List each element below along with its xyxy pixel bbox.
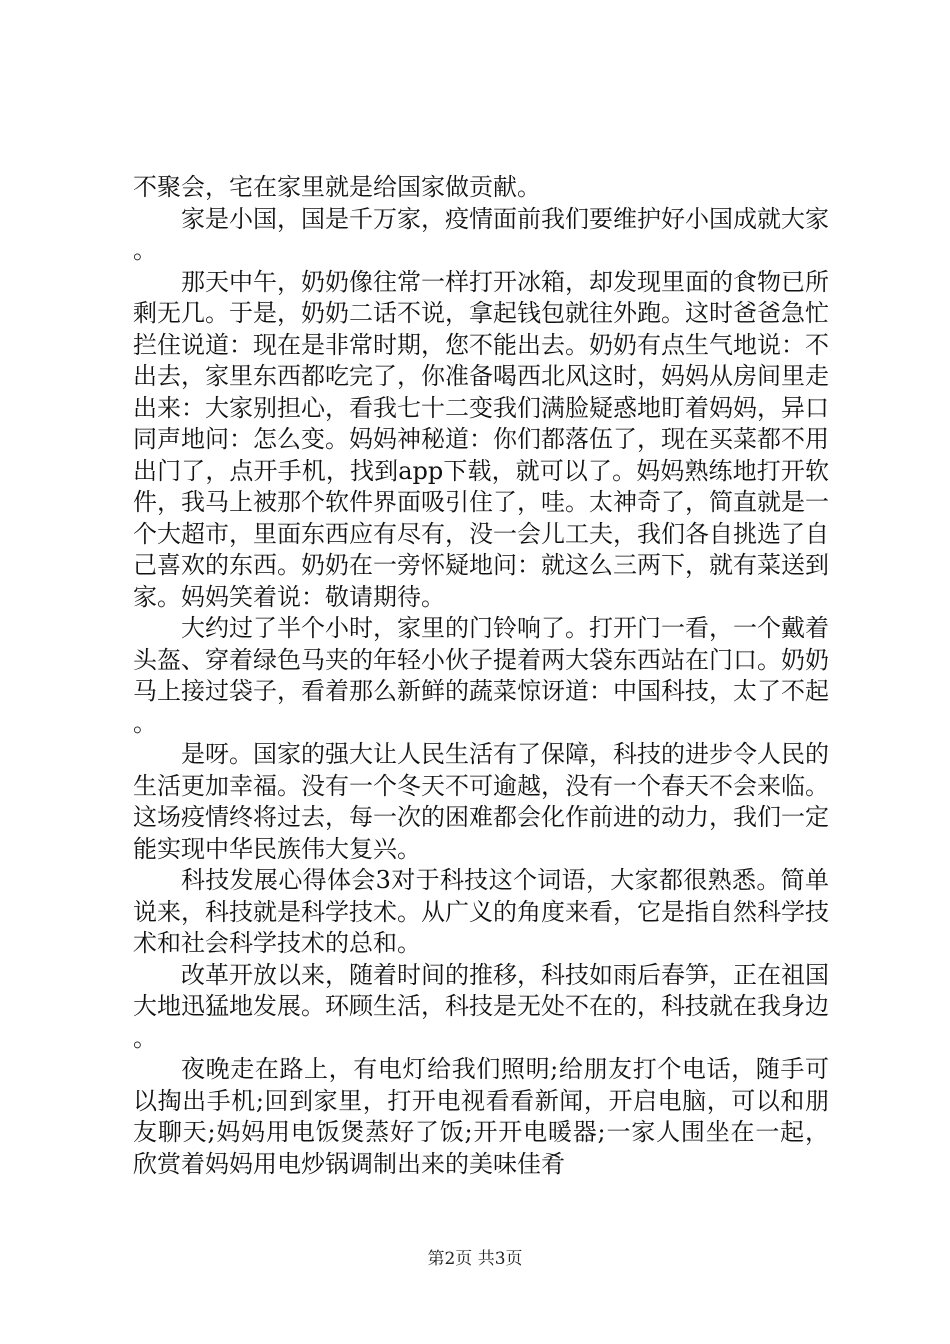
page-number-footer: 第2页 共3页 [427, 1249, 523, 1269]
paragraph: 是呀。国家的强大让人民生活有了保障，科技的进步令人民的生活更加幸福。没有一个冬天不可逾越，没有一个春天不会来临。这场疫情终将过去，每一次的困难都会化作前进的动力，我们一定能实现中华民族伟大复兴。 [133, 740, 829, 863]
paragraph: 改革开放以来，随着时间的推移，科技如雨后春笋，正在祖国大地迅猛地发展。环顾生活，科技是无处不在的，科技就在我身边。 [133, 960, 829, 1052]
paragraph: 那天中午，奶奶像往常一样打开冰箱，却发现里面的食物已所剩无几。于是，奶奶二话不说，拿起钱包就往外跑。这时爸爸急忙拦住说道：现在是非常时期，您不能出去。奶奶有点生气地说：不出去，家里东西都吃完了，你准备喝西北风这时，妈妈从房间里走出来：大家别担心，看我七十二变我们满脸疑惑地盯着妈妈，异口同声地问：怎么变。妈妈神秘道：你们都落伍了，现在买菜都不用出门了，点开手机，找到app下载，就可以了。妈妈熟练地打开软件，我马上被那个软件界面吸引住了，哇。太神奇了，简直就是一个大超市，里面东西应有尽有，没一会儿工夫，我们各自挑选了自己喜欢的东西。奶奶在一旁怀疑地问：就这么三两下，就有菜送到家。妈妈笑着说：敬请期待。 [133, 267, 829, 611]
paragraph: 夜晚走在路上，有电灯给我们照明;给朋友打个电话，随手可以掏出手机;回到家里，打开电视看看新闻，开启电脑，可以和朋友聊天;妈妈用电饭煲蒸好了饭;开开电暖器;一家人围坐在一起，欣赏着妈妈用电炒锅调制出来的美味佳肴 [133, 1055, 829, 1178]
paragraph: 不聚会，宅在家里就是给国家做贡献。 [133, 173, 541, 201]
paragraph: 家是小国，国是千万家，疫情面前我们要维护好小国成就大家。 [133, 204, 829, 264]
paragraph: 科技发展心得体会3对于科技这个词语，大家都很熟悉。简单说来，科技就是科学技术。从广义的角度来看，它是指自然科学技术和社会科学技术的总和。 [133, 866, 829, 957]
paragraph: 大约过了半个小时，家里的门铃响了。打开门一看，一个戴着头盔、穿着绿色马夹的年轻小伙子提着两大袋东西站在门口。奶奶马上接过袋子，看着那么新鲜的蔬菜惊讶道：中国科技，太了不起。 [133, 614, 829, 737]
document-body [133, 172, 829, 1180]
